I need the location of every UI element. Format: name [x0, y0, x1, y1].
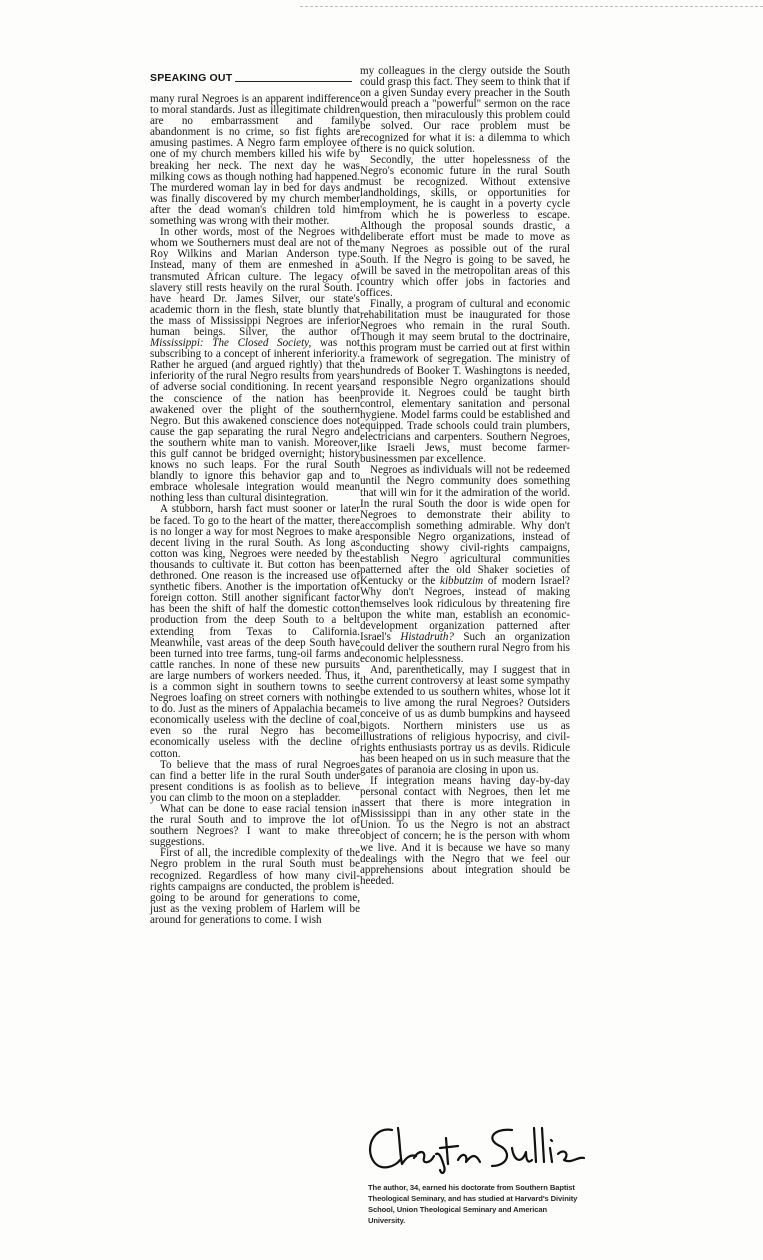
paragraph: To believe that the mass of rural Negroes can find a better life in the rural South under present conditions is as foolish as to believe you can climb to the moon on a stepladder.	[150, 758, 360, 804]
paragraph: Negroes as individuals will not be redeemed until the Negro community does something that will win for it the admiration of the world. In the rural South the door is wide open for Negroes to demonstrate their ability to accomplish something admirable. Why don't responsible Negro organizations, instead of conducting showy civil-rights campaigns, establish Negro agricultural communities patterned after the old Shaker societies of Kentucky or the kibbutzim of modern Israel? Why don't Negroes, instead of making themselves look ridiculous by threatening fire upon the white man, establish an economic-development organization patterned after Israel's Histadruth? Such an organization could deliver the southern rural Negro from his economic helplessness.	[360, 464, 570, 665]
paragraph: A stubborn, harsh fact must sooner or later be faced. To go to the heart of the matter, there is no longer a way for most Negroes to make a decent living in the rural South. As long as cotton was king, Negroes were needed by the thousands to cultivate it. But cotton has been dethroned. One reason is the increased use of synthetic fibers. Another is the importation of foreign cotton. Still another significant factor has been the shift of half the domestic cotton production from the deep South to a belt extending from Texas to California. Meanwhile, vast areas of the deep South have been turned into tree farms, tung-oil farms and cattle ranches. In none of these new pursuits are large numbers of workers needed. Thus, it is a common sight in southern towns to see Negroes loafing on street corners with nothing to do. Just as the miners of Appalachia became economically useless with the decline of coal, even so the rural Negro has become economically useless with the decline of cotton.	[150, 503, 360, 760]
header-rule	[235, 81, 352, 82]
author-signature	[362, 1118, 587, 1176]
paragraph: Finally, a program of cultural and economic rehabilitation must be inaugurated for those Negroes who remain in the rural South. Though it may seem brutal to the doctrinaire, this program must be carried out at first within a framework of segregation. The ministry of hundreds of Booker T. Washingtons is needed, and responsible Negro organizations should provide it. Negroes could be taught birth control, elementary sanitation and personal hygiene. Model farms could be established and equipped. Trade schools could train plumbers, electricians and carpenters. Southern Negroes, like Israeli Jews, must become farmer-businessmen par excellence.	[360, 297, 570, 466]
kibbutzim-term: kibbutzim	[440, 575, 484, 588]
paragraph: In other words, most of the Negroes with whom we Southerners must deal are not of the Roy Wilkins and Marian Anderson type. Instead, many of them are enmeshed in a transmuted African culture. The legacy of slavery still rests heavily on the rural South. I have heard Dr. James Silver, our state's academic thorn in the flesh, state bluntly that the mass of Mississippi Negroes are inferior human beings. Silver, the author of Mississippi: The Closed Society, was not subscribing to a concept of inherent inferiority. Rather he argued (and argued rightly) that the inferiority of the rural Negro results from years of adverse social conditioning. In recent years the conscience of the nation has been awakened over the plight of the southern Negro. But this awakened conscience does not cause the gap separating the rural Negro and the southern white man to vanish. Moreover, this gulf cannot be bridged overnight; history knows no such leaps. For the rural South blandly to ignore this behavior gap and to embrace wholesale integration would mean nothing less than cultural disintegration.	[150, 226, 360, 505]
author-bio: The author, 34, earned his doctorate from Southern Baptist Theological Seminary, and has studied at Harvard's Divinity School, Union Theological Seminary and American University.	[368, 1183, 578, 1225]
book-title: Mississippi: The Closed Society,	[150, 337, 312, 350]
paragraph: many rural Negroes is an apparent indifference to moral standards. Just as illegitimate children are no embarrassment and family abandonment is no crime, so fist fights are amusing pastimes. A Negro farm employee of one of my church members killed his wife by breaking her neck. The next day he was milking cows as though nothing had happened. The murdered woman lay in bed for days and was finally discovered by my church member after the dead woman's children told him something was wrong with their mother.	[150, 93, 360, 228]
right-column	[360, 66, 570, 887]
section-header	[150, 72, 352, 84]
left-column	[150, 94, 360, 926]
page-top-edge	[300, 6, 763, 7]
paragraph: And, parenthetically, may I suggest that in the current controversy at least some sympathy be extended to us southern whites, whose lot it is to live among the rural Negroes? Outsiders conceive of us as dumb bumpkins and hayseed bigots. Northern ministers use us as illustrations of religious hypocrisy, and civil-rights enthusiasts portray us as devils. Ridicule has been heaped on us in such measure that the gates of paranoia are closing in upon us.	[360, 664, 570, 776]
paragraph: What can be done to ease racial tension in the rural South and to improve the lot of southern Negroes? I want to make three suggestions.	[150, 803, 360, 849]
paragraph: First of all, the incredible complexity of the Negro problem in the rural South must be recognized. Regardless of how many civil-rights campaigns are conducted, the problem is going to be around for generations to come, just as the vexing problem of Harlem will be around for generations to come. I wish	[150, 847, 360, 926]
paragraph: If integration means having day-by-day personal contact with Negroes, then let me assert that there is more integration in Mississippi than in any other state in the Union. To us the Negro is not an abstract object of concern; he is the person with whom we live. And it is because we have so many dealings with the Negro that we feel our apprehensions about integration should be heeded.	[360, 775, 570, 887]
paragraph: my colleagues in the clergy outside the South could grasp this fact. They seem to think that if on a given Sunday every preacher in the South would preach a "powerful" sermon on the race question, then miraculously this problem could be solved. Our race problem must be recognized for what it is: a dilemma to which there is no quick solution.	[360, 65, 570, 155]
paragraph: Secondly, the utter hopelessness of the Negro's economic future in the rural South must be recognized. Without extensive landholdings, skills, or opportunities for employment, he is caught in a poverty cycle from which he is powerless to escape. Although the proposal sounds drastic, a deliberate effort must be made to move as many Negroes as possible out of the rural South. If the Negro is going to be saved, he will be saved in the metropolitan areas of this country which offer jobs in factories and offices.	[360, 153, 570, 299]
section-title: SPEAKING OUT	[150, 72, 233, 84]
histadruth-term: Histadruth?	[400, 630, 454, 643]
